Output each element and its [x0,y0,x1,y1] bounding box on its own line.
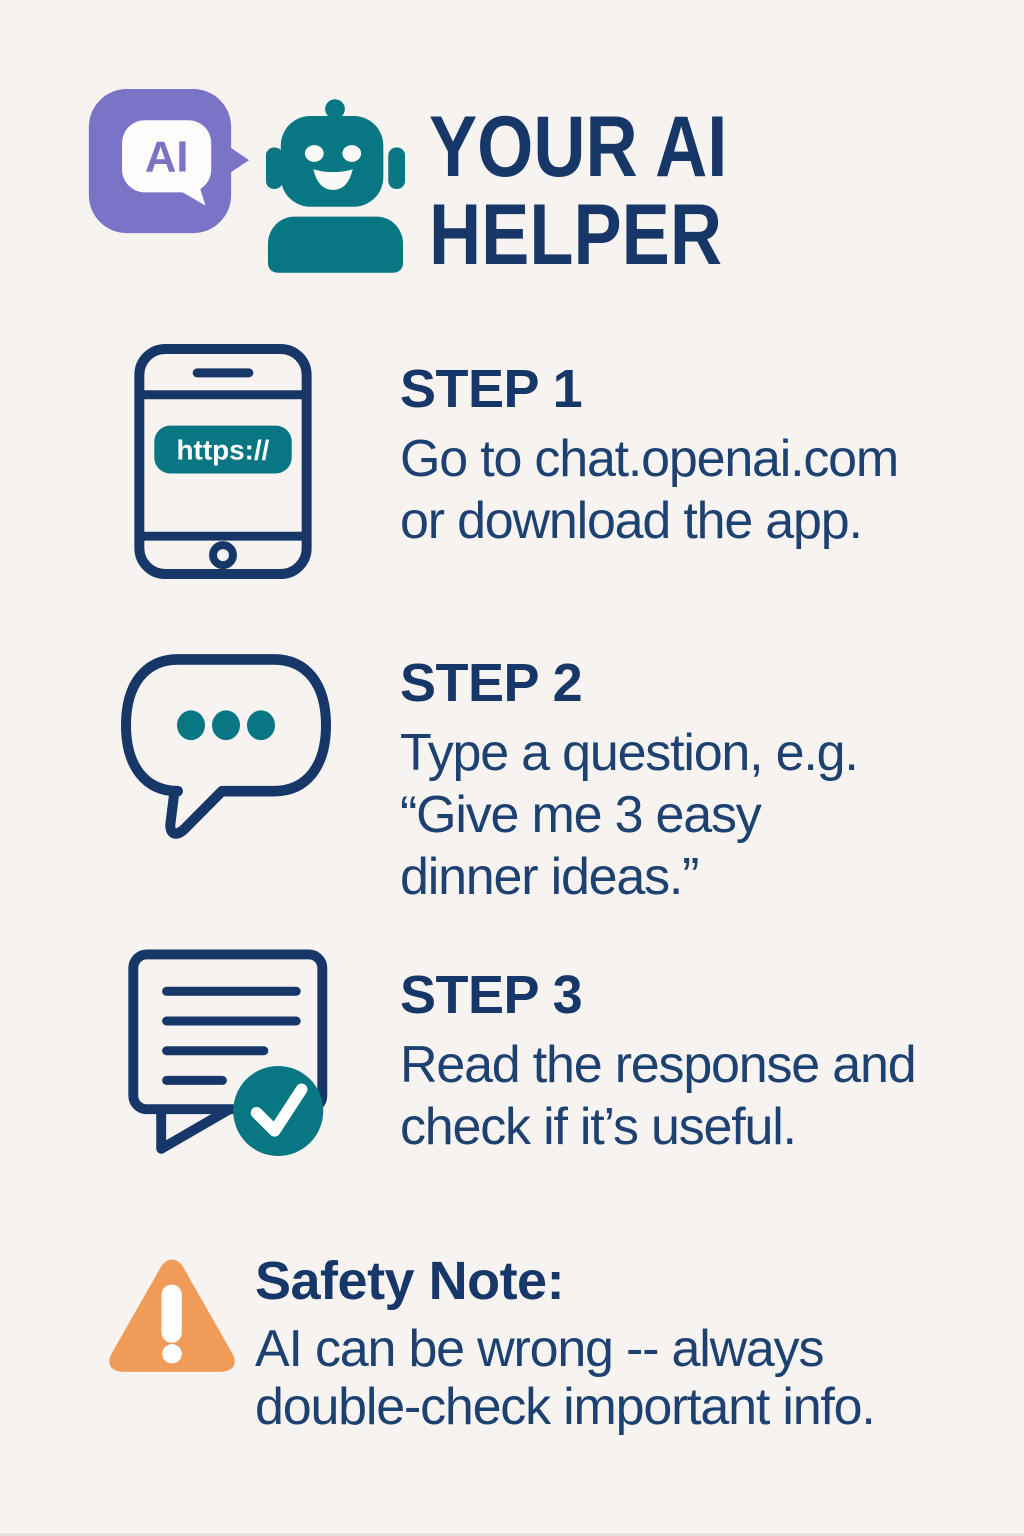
page-title [429,99,728,283]
chat-dots-icon [120,653,332,840]
step-3-line-2: check if it’s useful. [400,1098,796,1156]
url-badge-label: https:// [176,434,270,466]
step-3-heading: STEP 3 [400,965,583,1025]
step-1-text [400,360,898,552]
step-1-heading: STEP 1 [400,359,583,419]
ai-badge-label: AI [144,133,189,182]
step-3-text [400,966,915,1158]
check-circle [233,1066,323,1156]
step-2-line-1: Type a question, e.g. [400,724,858,782]
ai-chat-bubble-icon [86,86,252,238]
step-1-line-1: Go to chat.openai.com [400,430,898,488]
safety-note-line-1: AI can be wrong -- always [255,1320,824,1378]
step-2-line-2: “Give me 3 easy [400,786,761,844]
response-check-icon [127,948,334,1157]
phone-icon [133,343,313,580]
safety-note-heading: Safety Note: [255,1251,565,1311]
title-line-2: HELPER [429,187,723,283]
step-2-heading: STEP 2 [400,653,583,713]
safety-note-line-2: double-check important info. [255,1378,875,1436]
safety-note-text [255,1252,875,1436]
step-2-text [400,654,858,908]
step-1-line-2: or download the app. [400,492,862,550]
title-line-1: YOUR AI [429,99,728,195]
step-2-line-3: dinner ideas.” [400,848,699,906]
step-3-line-1: Read the response and [400,1036,916,1094]
warning-icon [102,1254,242,1376]
robot-icon [264,98,407,273]
